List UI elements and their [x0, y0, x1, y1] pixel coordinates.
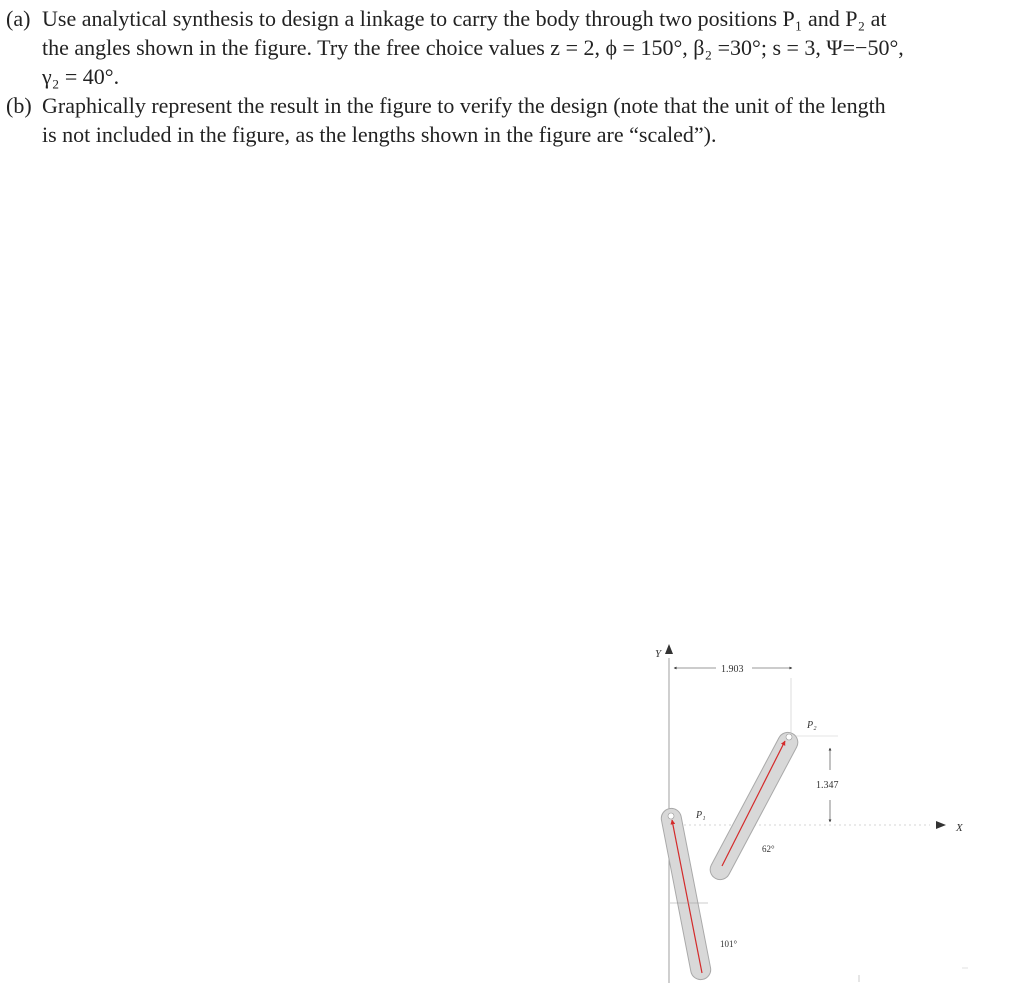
p1-pivot: [668, 813, 674, 819]
problem-text: [6, 4, 1018, 149]
y-axis-label: Y: [655, 648, 662, 660]
part-b: [6, 91, 1018, 149]
part-a-tag: (a): [6, 6, 31, 31]
part-a-line-1: Use analytical synthesis to design a linkage to carry the body through two positions P₁ and P₂ at: [42, 6, 887, 31]
part-b-tag: (b): [6, 93, 32, 118]
part-a-line-2: the angles shown in the figure. Try the free choice values z = 2, ϕ = 150°, β₂ =30°; s = 3, Ψ=−50°,: [42, 35, 904, 60]
part-a-line-3: γ₂ = 40°.: [42, 64, 120, 89]
body-2-direction-line: [722, 741, 785, 866]
dimension-vertical-label: 1.347: [816, 780, 839, 791]
y-axis-arrow-icon: [665, 644, 673, 654]
angle-2-label: 62°: [762, 844, 775, 854]
point-p2-label: P₂: [807, 720, 817, 731]
point-p1-label: P₁: [696, 810, 706, 821]
part-b-line-2: is not included in the figure, as the lengths shown in the figure are “scaled”).: [42, 122, 717, 147]
x-axis-arrow-icon: [936, 821, 946, 829]
body-position-2: [707, 729, 802, 883]
dimension-horizontal-label: 1.903: [721, 664, 744, 675]
part-b-line-1: Graphically represent the result in the figure to verify the design (note that the unit of the length: [42, 93, 886, 118]
x-axis-label: X: [956, 822, 963, 834]
p2-pivot: [786, 734, 792, 740]
part-a: [6, 4, 1018, 91]
linkage-figure: [640, 638, 980, 988]
angle-1-label: 101°: [720, 939, 738, 949]
